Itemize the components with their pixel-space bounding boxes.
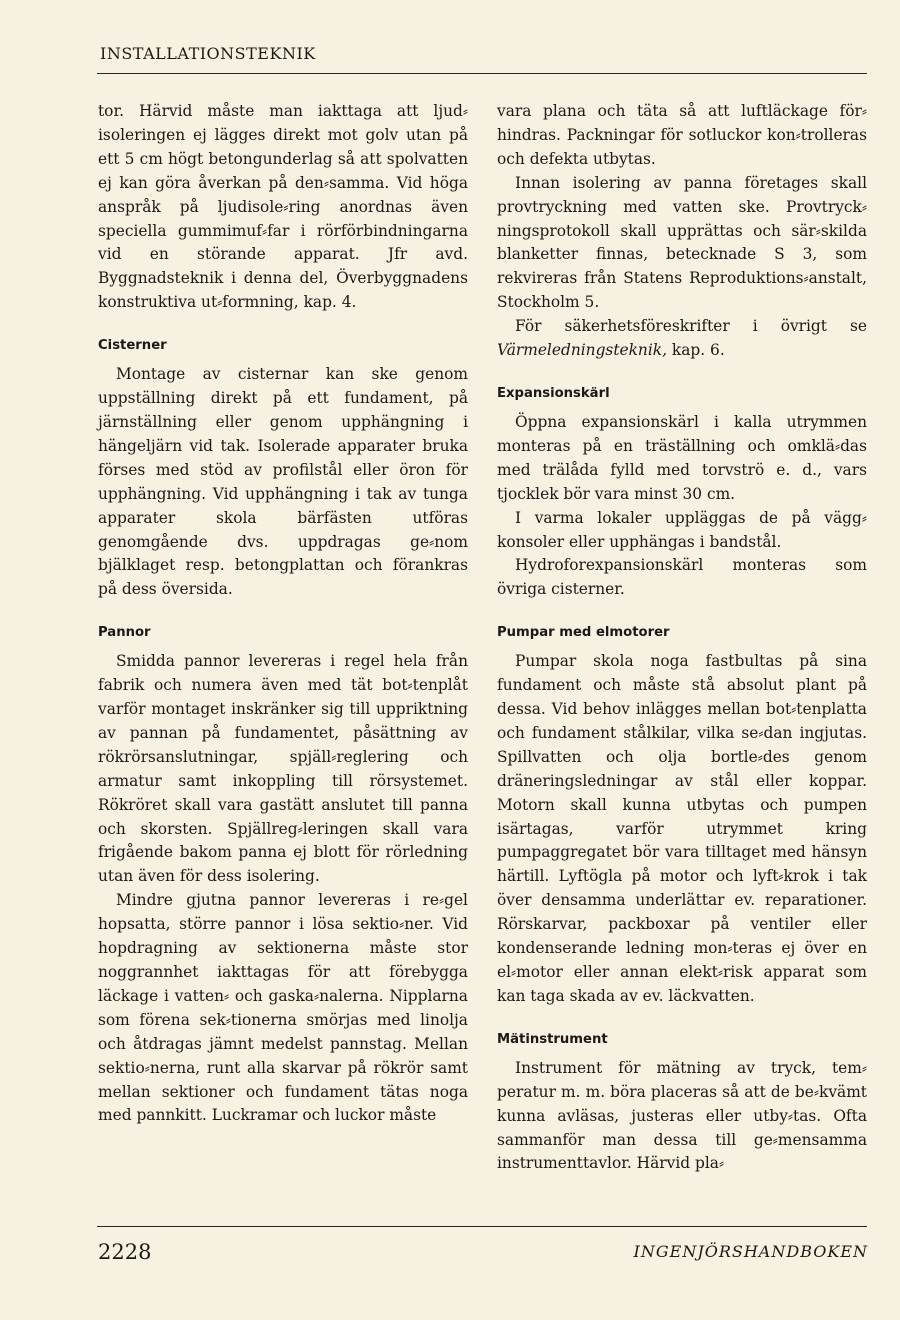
heading-expansionskarl: Expansionskärl: [497, 385, 610, 401]
paragraph-intro-left: tor. Härvid måste man iakttaga att ljud⸗isoleringen ej lägges direkt mot golv utan på ett 5 cm högt betongunderlag så att spolvatten ej kan göra åverkan på den⸗samma. Vid höga anspråk på ljudisole⸗ring anordnas även speciella gummimuf⸗far i rörförbindningarna vid en störande apparat. Jfr avd. Byggnadsteknik i denna del, Överbyggnadens konstruktiva ut⸗formning, kap. 4.: [98, 102, 468, 312]
book-title: INGENJÖRSHANDBOKEN: [633, 1242, 868, 1261]
paragraph-matinstrument: Instrument för mätning av tryck, tem⸗peratur m. m. böra placeras så att de be⸗kvämt kunna avläsas, justeras eller utby⸗tas. Ofta sammanför man dessa till ge⸗mensamma instrumenttavlor. Härvid pla⸗: [497, 1058, 867, 1173]
paragraph-provtryckning: Innan isolering av panna företages skall provtryckning med vatten ske. Provtryck⸗ningsprotokoll skall upprättas och sär⸗skilda blanketter finnas, betecknade S 3, som rekvireras från Statens Reproduktions⸗anstalt, Stockholm 5.: [497, 173, 867, 312]
sakerhet-reference: Värmeledningsteknik,: [497, 341, 667, 360]
running-header: INSTALLATIONSTEKNIK: [100, 44, 316, 63]
left-column: [98, 100, 468, 1128]
header-rule: [97, 73, 867, 74]
paragraph-expansion-3: Hydroforexpansionskärl monteras som övriga cisterner.: [497, 556, 867, 599]
paragraph-expansion-1: Öppna expansionskärl i kalla utrymmen monteras på en träställning och omklä⸗das med trälåda fylld med torvströ e. d., vars tjocklek bör vara minst 30 cm.: [497, 412, 867, 503]
footer-rule: [97, 1226, 867, 1227]
heading-pannor: Pannor: [98, 625, 151, 641]
heading-cisterner: Cisterner: [98, 338, 167, 354]
paragraph-pannor-2: Mindre gjutna pannor levereras i re⸗gel hopsatta, större pannor i lösa sektio⸗ner. Vid hopdragning av sektionerna måste stor noggrannhet iakttagas för att förebygga läckage i vatten⸗ och gaska⸗nalerna. Nipplarna som förena sek⸗tionerna smörjas med linolja och åtdragas jämnt medelst pannstag. Mellan sektio⸗nerna, runt alla skarvar på rökrör samt mellan sektioner och fundament tätas noga med pannkitt. Luckramar och luckor måste: [98, 891, 468, 1125]
heading-matinstrument: Mätinstrument: [497, 1031, 608, 1047]
paragraph-intro-right: vara plana och täta så att luftläckage för⸗hindras. Packningar för sotluckor kon⸗trolleras och defekta utbytas.: [497, 102, 867, 168]
paragraph-sakerhet: [497, 315, 867, 363]
page-number: 2228: [98, 1240, 152, 1264]
right-column: [497, 100, 867, 1176]
paragraph-pumpar: Pumpar skola noga fastbultas på sina fundament och måste stå absolut plant på dessa. Vid behov inlägges mellan bot⸗tenplatta och fundament stålkilar, vilka se⸗dan ingjutas. Spillvatten och olja bortle⸗des genom dräneringsledningar av stål eller koppar. Motorn skall kunna utbytas och pumpen isärtagas, varför utrymmet kring pumpaggregatet bör vara tilltaget med hänsyn härtill. Lyftögla på motor och lyft⸗krok i tak över densamma underlättar ev. reparationer. Rörskarvar, packboxar på ventiler eller kondenserande ledning mon⸗teras ej över en el⸗motor eller annan elekt⸗risk apparat som kan taga skada av ev. läckvatten.: [497, 652, 867, 1005]
paragraph-cisterner: Montage av cisternar kan ske genom uppställning direkt på ett fundament, på järnställning eller genom upphängning i hängeljärn vid tak. Isolerade apparater bruka förses med stöd av profilstål eller öron för upphängning. Vid upphängning i tak av tunga apparater skola bärfästen utföras genomgående dvs. uppdragas ge⸗nom bjälklaget resp. betongplattan och förankras på dess översida.: [98, 365, 468, 599]
paragraph-pannor-1: Smidda pannor levereras i regel hela från fabrik och numera även med tät bot⸗tenplåt varför montaget inskränker sig till uppriktning av pannan på fundamentet, påsättning av rökrörsanslutningar, spjäll⸗reglering och armatur samt inkoppling till rörsystemet. Rökröret skall vara gastätt anslutet till panna och skorsten. Spjällreg⸗leringen skall vara frigående bakom panna ej blott för rörledning utan även för dess isolering.: [98, 652, 468, 886]
paragraph-expansion-2: I varma lokaler uppläggas de på vägg⸗konsoler eller upphängas i bandstål.: [497, 508, 867, 551]
sakerhet-text-b: kap. 6.: [671, 341, 725, 360]
sakerhet-text-a: För säkerhetsföreskrifter i övrigt se: [515, 317, 867, 336]
heading-pumpar: Pumpar med elmotorer: [497, 625, 670, 641]
